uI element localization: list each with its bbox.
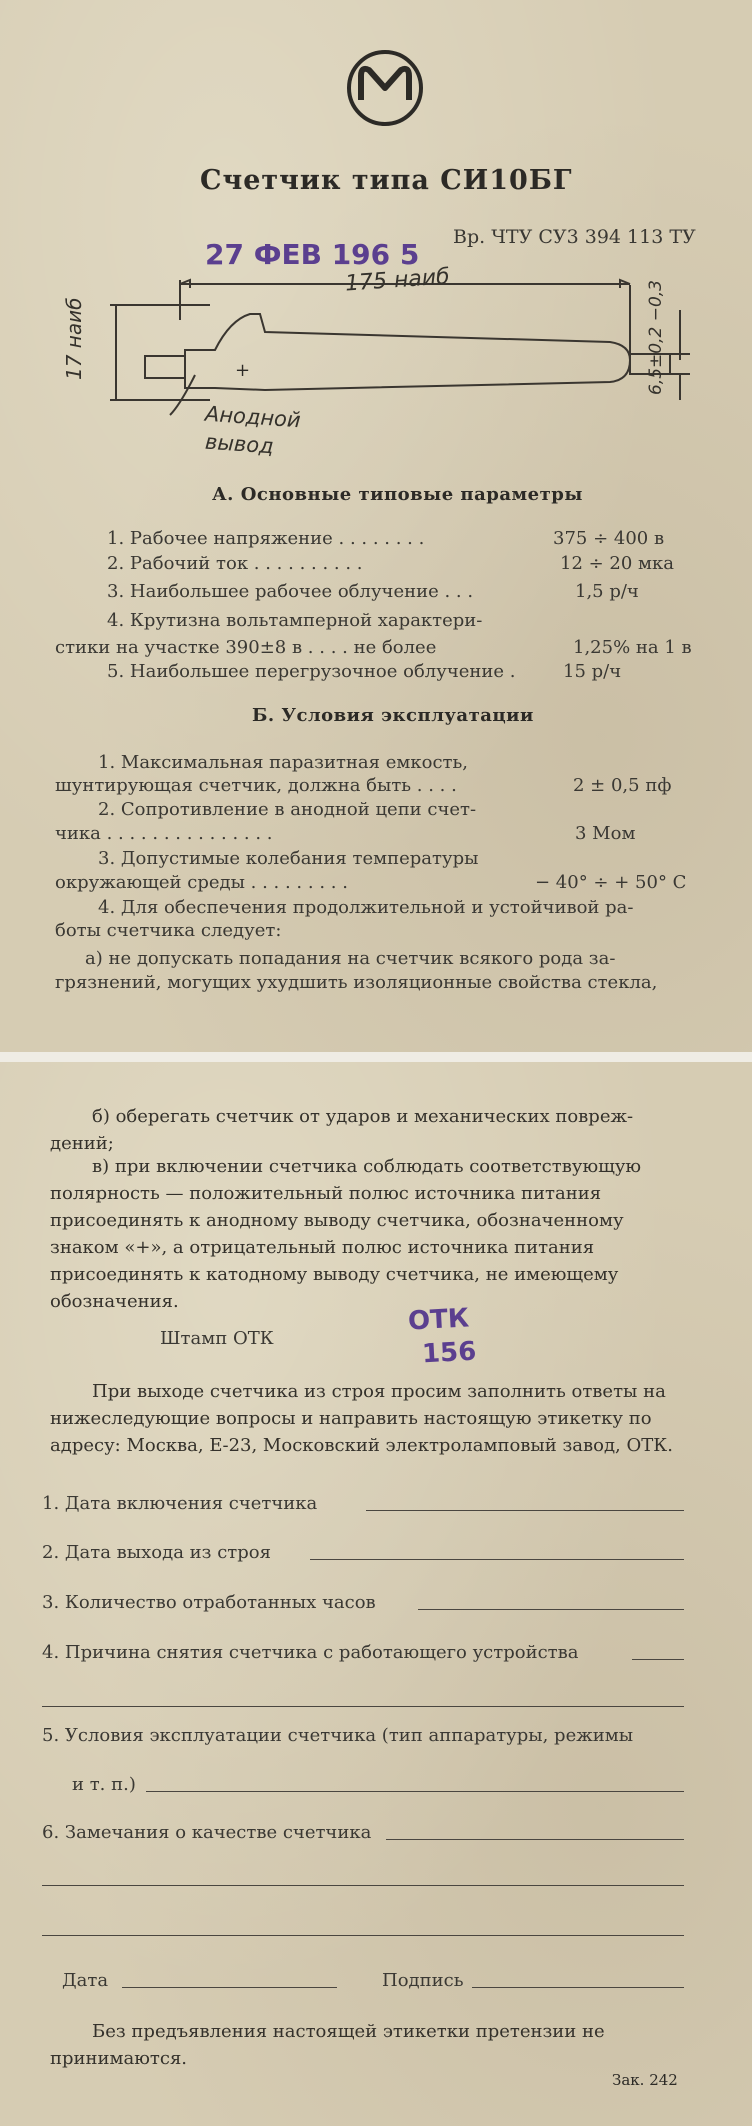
- form-q4: 4. Причина снятия счетчика с работающего устройства: [42, 1642, 579, 1663]
- section-b-heading: Б. Условия эксплуатации: [252, 705, 534, 726]
- anode-plus-mark: +: [235, 360, 251, 381]
- form-q3-line[interactable]: [418, 1609, 684, 1610]
- param-5-value: 15 р/ч: [563, 661, 622, 682]
- cond-4-line-2: боты счетчика следует:: [55, 920, 282, 941]
- cond-4a-line-1: а) не допускать попадания на счетчик всякого рода за-: [85, 948, 616, 969]
- param-4-label: 4. Крутизна вольтамперной характери-: [107, 610, 483, 631]
- form-q1-line[interactable]: [366, 1510, 684, 1511]
- cond-4a-line-2: грязнений, могущих ухудшить изоляционные свойства стекла,: [55, 972, 658, 993]
- fold-gap: [0, 1052, 752, 1062]
- anode-label-line-1: Анодной: [204, 401, 302, 433]
- param-4-value: 1,25% на 1 в: [573, 637, 692, 658]
- form-q6-line[interactable]: [386, 1839, 684, 1840]
- form-q1: 1. Дата включения счетчика: [42, 1493, 318, 1514]
- form-signature-line[interactable]: [472, 1987, 684, 1988]
- param-2-label: 2. Рабочий ток . . . . . . . . . .: [107, 553, 363, 574]
- form-date-label: Дата: [62, 1970, 109, 1991]
- order-number: Зак. 242: [612, 2071, 678, 2089]
- cond-2-label-cont: чика . . . . . . . . . . . . . . .: [55, 823, 273, 844]
- form-q5-line-1: 5. Условия эксплуатации счетчика (тип аппаратуры, режимы: [42, 1725, 634, 1746]
- param-3-label: 3. Наибольшее рабочее облучение . . .: [107, 581, 474, 602]
- request-text: При выходе счетчика из строя просим заполнить ответы на нижеследующие вопросы и направить настоящую этикетку по адресу: Москва, Е-23, Московский электроламповый завод, ОТК.: [50, 1381, 673, 1456]
- param-4-label-cont: стики на участке 390±8 в . . . . не более: [55, 637, 437, 658]
- cond-4b-text: б) оберегать счетчик от ударов и механических повреж-дений;: [50, 1106, 634, 1154]
- otk-stamp-line-1: ОТК: [407, 1303, 470, 1337]
- diameter-dimension-label: 6,5±0,2 −0,3: [646, 280, 666, 395]
- anode-label-line-2: вывод: [204, 429, 275, 459]
- form-date-line[interactable]: [122, 1987, 337, 1988]
- cond-3-value: − 40° ÷ + 50° С: [535, 872, 687, 893]
- param-1-label: 1. Рабочее напряжение . . . . . . . .: [107, 528, 425, 549]
- cond-2-label: 2. Сопротивление в анодной цепи счет-: [98, 799, 477, 820]
- cond-2-value: 3 Мом: [575, 823, 636, 844]
- form-q5-line[interactable]: [146, 1791, 684, 1792]
- form-q2: 2. Дата выхода из строя: [42, 1542, 271, 1563]
- label-sheet-top: [0, 0, 752, 1052]
- length-dimension-label: 175 наиб: [344, 264, 451, 297]
- param-5-label: 5. Наибольшее перегрузочное облучение .: [107, 661, 516, 682]
- form-q6: 6. Замечания о качестве счетчика: [42, 1822, 372, 1843]
- param-1-value: 375 ÷ 400 в: [553, 528, 665, 549]
- cond-4-line-1: 4. Для обеспечения продолжительной и устойчивой ра-: [98, 897, 634, 918]
- date-stamp: 27 ФЕВ 196 5: [205, 238, 420, 271]
- spec-number: Вр. ЧТУ СУ3 394 113 ТУ: [453, 226, 696, 248]
- mel-logo-icon: [345, 48, 425, 128]
- form-q5-line-2: и т. п.): [72, 1774, 136, 1795]
- form-q4-line[interactable]: [632, 1659, 684, 1660]
- cond-3-label: 3. Допустимые колебания температуры: [98, 848, 479, 869]
- footer-note: Без предъявления настоящей этикетки претензии не принимаются.: [50, 2021, 605, 2069]
- param-3-value: 1,5 р/ч: [575, 581, 639, 602]
- param-2-value: 12 ÷ 20 мка: [560, 553, 675, 574]
- form-q3: 3. Количество отработанных часов: [42, 1592, 376, 1613]
- cond-4v-text: в) при включении счетчика соблюдать соответствующую полярность — положительный полюс источника питания присоединять к анодному выводу счетчика, обозначенному знаком «+», а отрицательный полюс источника питания присоединять к катодному выводу счетчика, не имеющему обозначения.: [50, 1156, 642, 1312]
- form-q2-line[interactable]: [310, 1559, 684, 1560]
- form-q6-line-2[interactable]: [42, 1885, 684, 1886]
- form-q4-line-2[interactable]: [42, 1706, 684, 1707]
- page-title: Счетчик типа СИ10БГ: [200, 165, 573, 196]
- height-dimension-label: 17 наиб: [62, 297, 86, 380]
- form-signature-label: Подпись: [382, 1970, 464, 1991]
- cond-1-value: 2 ± 0,5 пф: [573, 775, 672, 796]
- cond-1-label: 1. Максимальная паразитная емкость,: [98, 752, 469, 773]
- section-a-heading: А. Основные типовые параметры: [212, 484, 583, 505]
- cond-1-label-cont: шунтирующая счетчик, должна быть . . . .: [55, 775, 457, 796]
- otk-stamp-line-2: 156: [421, 1336, 478, 1370]
- cond-3-label-cont: окружающей среды . . . . . . . . .: [55, 872, 348, 893]
- form-q6-line-3[interactable]: [42, 1935, 684, 1936]
- otk-stamp-label: Штамп ОТК: [160, 1328, 274, 1349]
